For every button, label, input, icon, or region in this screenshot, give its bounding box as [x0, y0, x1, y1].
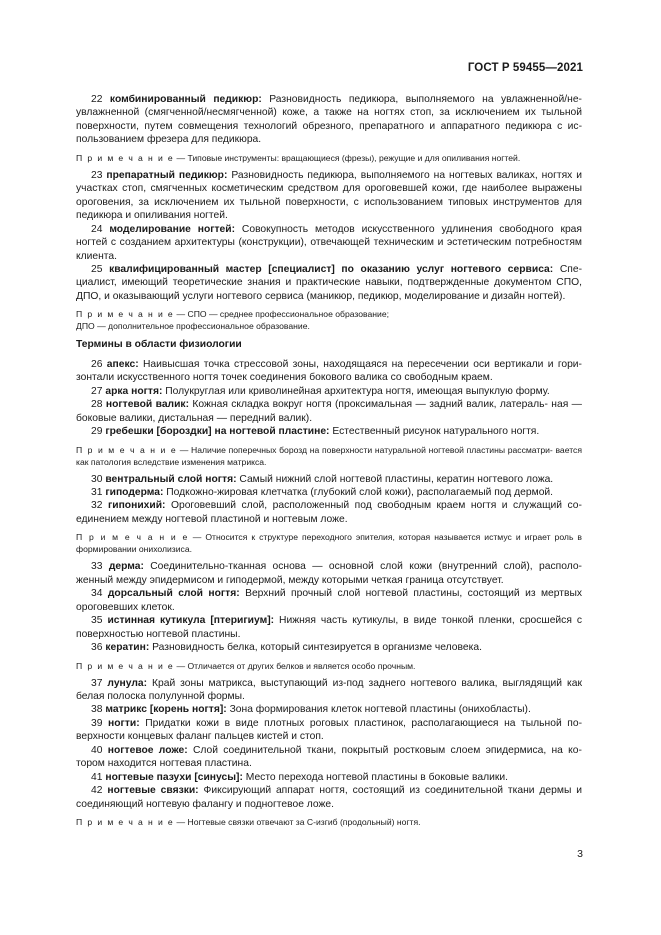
- term-32: 32 гипонихий: Ороговевший слой, расположенный под свободным краем ногтя и служащий со- единением между ногтевой пластиной и ногтевым ложе.: [76, 500, 582, 525]
- term-37: 37 лунула: Край зоны матрикса, выступающий из-под заднего ногтевого валика, выглядящий как белая полоска полулунной формы.: [76, 677, 582, 702]
- term-42: 42 ногтевые связки: Фиксирующий аппарат ногтя, состоящий из соединительной ткани дермы и соединяющий ногтевую фалангу и подногтевое ложе.: [76, 785, 582, 810]
- term-25: 25 квалифицированный мастер [специалист] по оказанию услуг ногтевого сервиса: Спе- циалист, имеющий теоретические знания и практические навыки, подтвержденные документом СПО, ДПО, и оказывающий услуги ногтевого сервиса (маникюр, педикюр, моделирование и дизайн ногтей).: [76, 263, 582, 302]
- note-22: П р и м е ч а н и е — Типовые инструменты: вращающиеся (фрезы), режущие и для опиливания ногтей.: [76, 152, 521, 163]
- term-40: 40 ногтевое ложе: Слой соединительной ткани, покрытый ростковым слоем эпидермиса, на ко- тором находится ногтевая пластина.: [76, 744, 582, 770]
- term-26: 26 апекс: Наивысшая точка стрессовой зоны, находящаяся на пересечении оси вертикали и гори- зонтали искусственного ногтя точек соединения бокового валика со свободным краем.: [76, 358, 582, 384]
- term-22: 22 комбинированный педикюр: Разновидность педикюра, выполняемого на увлажненной/не- увлажненной (смягченной/несмягченной) коже, а также на ногтях стоп, за исключением их тыльной поверхности, путем совмещения технологий обрезного, препаратного и аппаратного педикюра с ис- пользованием фрезера для педикюра.: [76, 94, 582, 146]
- term-36: 36 кератин: Разновидность белка, который синтезируется в организме человека.: [91, 642, 482, 654]
- term-38: 38 матрикс [корень ногтя]: Зона формирования клеток ногтевой пластины (онихобласты).: [91, 704, 531, 716]
- term-29: 29 гребешки [бороздки] на ногтевой пластине: Естественный рисунок натурального ногтя.: [91, 426, 540, 438]
- term-34: 34 дорсальный слой ногтя: Верхний прочный слой ногтевой пластины, состоящий из мертвых ороговевших клеток.: [76, 588, 582, 613]
- note-32: П р и м е ч а н и е — Относится к структуре переходного эпителия, которая называется истмус и играет роль в формировании онихолизиса.: [76, 532, 582, 555]
- term-39: 39 ногти: Придатки кожи в виде плотных роговых пластинок, располагающиеся на тыльной по- верхности концевых фаланг пальцев кистей и стоп.: [76, 717, 582, 743]
- term-28: 28 ногтевой валик: Кожная складка вокруг ногтя (проксимальная — задний валик, латераль- ная — боковые валики, дистальная — передний валик).: [76, 399, 582, 424]
- note-36: П р и м е ч а н и е — Отличается от других белков и является особо прочным.: [76, 660, 416, 671]
- page-number: 3: [577, 848, 583, 860]
- term-41: 41 ногтевые пазухи [синусы]: Место перехода ногтевой пластины в боковые валики.: [91, 771, 508, 783]
- term-35: 35 истинная кутикула [птеригиум]: Нижняя часть кутикулы, в виде тонкой пленки, сросшейся с поверхностью ногтевой пластины.: [76, 615, 583, 640]
- term-27: 27 арка ногтя: Полукруглая или криволинейная архитектура ногтя, имеющая выпуклую форму.: [91, 385, 550, 397]
- terms-content: [76, 93, 582, 833]
- term-31: 31 гиподерма: Подкожно-жировая клетчатка (глубокий слой кожи), располагаемый под дермой.: [91, 486, 554, 498]
- term-24: 24 моделирование ногтей: Совокупность методов искусственного удлинения свободного края ногтей с созданием архитектуры (конструкции), отвечающей техническим и эстетическим потребностям клиента.: [76, 223, 582, 262]
- term-23: 23 препаратный педикюр: Разновидность педикюра, выполняемого на ногтевых валиках, ногтях и участках стоп, смягченных косметическим средством для ороговевшей кожи, где наиболее выражены ороговения, за исключением их тыльной поверхности, с использованием типовых инструментов для педикюра и опиливания ногтей.: [76, 169, 582, 222]
- section-heading: Термины в области физиологии: [76, 339, 242, 351]
- term-33: 33 дерма: Соединительно-тканная основа — основной слой кожи (внутренний слой), располо- женный между эпидермисом и гиподермой, между которыми четкая граница отсутствует.: [76, 561, 582, 586]
- note-42: П р и м е ч а н и е — Ногтевые связки отвечают за С-изгиб (продольный) ногтя.: [76, 817, 421, 828]
- note-29: П р и м е ч а н и е — Наличие поперечных борозд на поверхности натуральной ногтевой пластины рассматри- вается как патология вследствие изменения матрикса.: [76, 444, 582, 467]
- standard-header: ГОСТ Р 59455—2021: [467, 62, 583, 74]
- note-25: П р и м е ч а н и е — СПО — среднее профессиональное образование; ДПО — дополнительное профессиональное образование.: [76, 309, 390, 332]
- term-30: 30 вентральный слой ногтя: Самый нижний слой ногтевой пластины, кератин ногтевого ложа.: [91, 473, 554, 485]
